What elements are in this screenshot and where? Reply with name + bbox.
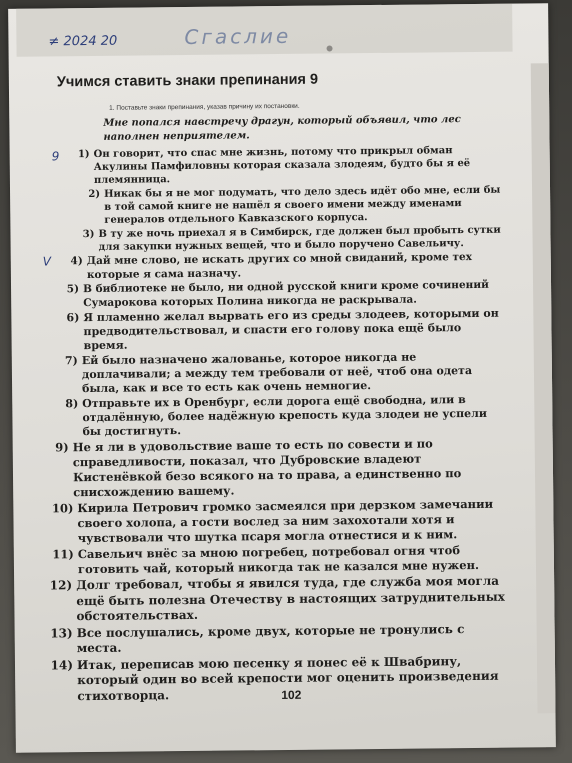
item-number: 4) [70, 255, 83, 268]
list-item [26, 543, 506, 578]
item-number: 1) [77, 149, 90, 161]
item-number: 12) [49, 578, 73, 593]
list-item [24, 393, 504, 440]
list-item [27, 621, 507, 657]
item-number: 14) [50, 657, 74, 672]
list-item [22, 224, 502, 255]
handwritten-topic: Сгаслие [184, 23, 292, 50]
handwritten-mark: 9 [51, 149, 60, 164]
item-text: В библиотеке не было, ни одной русской книги кроме сочинений Сумарокова которых Полина никогда не раскрывала. [82, 278, 489, 309]
item-text: Не я ли в удовольствие ваше то есть по совести и по справедливости, показал, что Дубровские владеют Кистенёвкой безо всякого на то права, а единственно по снисхождению вашему. [72, 436, 462, 500]
workbook-page [8, 3, 556, 753]
item-number: 6) [66, 311, 80, 325]
item-text: Итак, переписав мою песенку я понес её к Швабрину, который один во всей крепости мог оценить произведения стихотворца. [76, 653, 499, 703]
page-number: 102 [281, 687, 302, 703]
item-text: Никак бы я не мог подумать, что дело здесь идёт обо мне, если бы в той самой книге не нашёл я своего имени между именами генералов отдельного Кавказского корпуса. [104, 184, 501, 226]
item-text: Кирила Петрович громко засмеялся при дерзком замечании своего холопа, а гости вослед за ним захохотали хотя и чувствовали что шутка псаря могла отнестися и к ним. [77, 496, 494, 546]
item-text: Долг требовал, чтобы я явился туда, где служба моя могла ещё быть полезна Отечеству в настоящих затруднительных обстоятельствах. [76, 573, 505, 624]
paper-hole [327, 45, 333, 51]
item-number: 5) [66, 283, 80, 296]
item-number: 9) [55, 440, 69, 455]
list-item [23, 251, 503, 283]
item-number: 11) [52, 547, 74, 562]
item-number: 3) [82, 228, 95, 241]
item-text: Он говорит, что спас мне жизнь, потому что прикрыл обман Акулины Памфиловны которая сказала злодеям, будто бы я её племянница. [93, 145, 471, 186]
list-item [23, 307, 503, 354]
list-item [27, 653, 507, 705]
page-edge [531, 63, 556, 713]
exercise-list [22, 144, 508, 706]
page-title: Учимся ставить знаки препинания 9 [56, 71, 319, 91]
list-item [25, 436, 506, 501]
list-item [22, 144, 502, 188]
item-text: В ту же ночь приехал я в Симбирск, где должен был пробыть сутки для закупки нужных вещей, что и было поручено Савельичу. [98, 224, 501, 253]
list-item [24, 350, 504, 397]
item-text: Савельич внёс за мною погребец, потребовал огня чтоб готовить чай, который никогда так не казался мне нужен. [77, 543, 480, 577]
item-number: 10) [51, 501, 74, 516]
task-instruction: 1. Поставьте знаки препинания, указав причину их постановки. [109, 102, 300, 112]
item-number: 2) [88, 188, 101, 201]
item-number: 8) [65, 397, 79, 411]
example-sentence: Мне попался навстречу драгун, который объявил, что лес наполнен неприятелем. [103, 114, 461, 143]
item-text: Ей было назначено жалованье, которое никогда не доплачивали; а между тем требовали от неё, чтоб она одета была, как и все то есть как очень немногие. [81, 350, 473, 396]
item-text: Дай мне слово, не искать других со мной свиданий, кроме тех которые я сама назначу. [86, 251, 473, 281]
item-number: 13) [50, 625, 73, 640]
handwritten-date: ≠ 2024 20 [48, 33, 118, 50]
list-item [23, 279, 503, 311]
handwritten-mark: V [42, 254, 52, 269]
list-item [25, 497, 505, 547]
list-item [22, 184, 502, 228]
list-item [26, 574, 506, 626]
item-text: Отправьте их в Оренбург, если дорога ещё свободна, или в отдалённую, более надёжную крепость куда злодеи не успели бы достигнуть. [82, 393, 488, 439]
item-text: Я пламенно желал вырвать его из среды злодеев, которыми он предводительствовал, и спасти его голову пока ещё было время. [83, 306, 499, 353]
item-number: 7) [64, 354, 78, 368]
item-text: Все послушались, кроме двух, которые не тронулись с места. [76, 621, 465, 656]
